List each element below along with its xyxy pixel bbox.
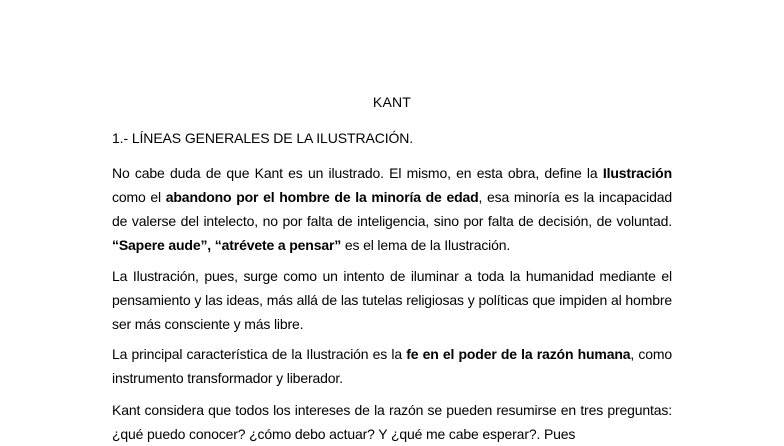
paragraph-1	[112, 161, 672, 257]
p3-text-2: , como instrumento transformador y liberador.	[112, 346, 672, 386]
p1-text-2: como el	[112, 189, 166, 205]
page-title: KANT	[372, 94, 412, 110]
p3-text-1: La principal característica de la Ilustración es la	[112, 346, 407, 362]
p1-text-1: No cabe duda de que Kant es un ilustrado. El mismo, en esta obra, define la	[112, 165, 603, 181]
p1-bold-sapere-aude: “Sapere aude”, “atrévete a pensar”	[112, 237, 342, 253]
p3-bold-fe-razon: fe en el poder de la razón humana	[406, 346, 631, 362]
p1-bold-abandono: abandono por el hombre de la minoría de edad	[165, 189, 479, 205]
p1-bold-ilustracion: Ilustración	[602, 165, 672, 181]
p1-text-3: , esa minoría es la incapacidad de valerse del intelecto, no por falta de inteligencia, sino por falta de decisión, de voluntad.	[112, 189, 673, 229]
paragraph-4: Kant considera que todos los intereses de la razón se pueden resumirse en tres preguntas: ¿qué puedo conocer? ¿cómo debo actuar? Y ¿qué me cabe esperar?. Pues	[112, 402, 672, 442]
p1-text-4: es el lema de la Ilustración.	[341, 237, 511, 253]
paragraph-3	[112, 342, 672, 390]
section-heading: 1.- LÍNEAS GENERALES DE LA ILUSTRACIÓN.	[112, 130, 414, 146]
paragraph-2: La Ilustración, pues, surge como un intento de iluminar a toda la humanidad mediante el pensamiento y las ideas, más allá de las tutelas religiosas y políticas que impiden al hombre ser más consciente y más libre.	[112, 268, 672, 332]
